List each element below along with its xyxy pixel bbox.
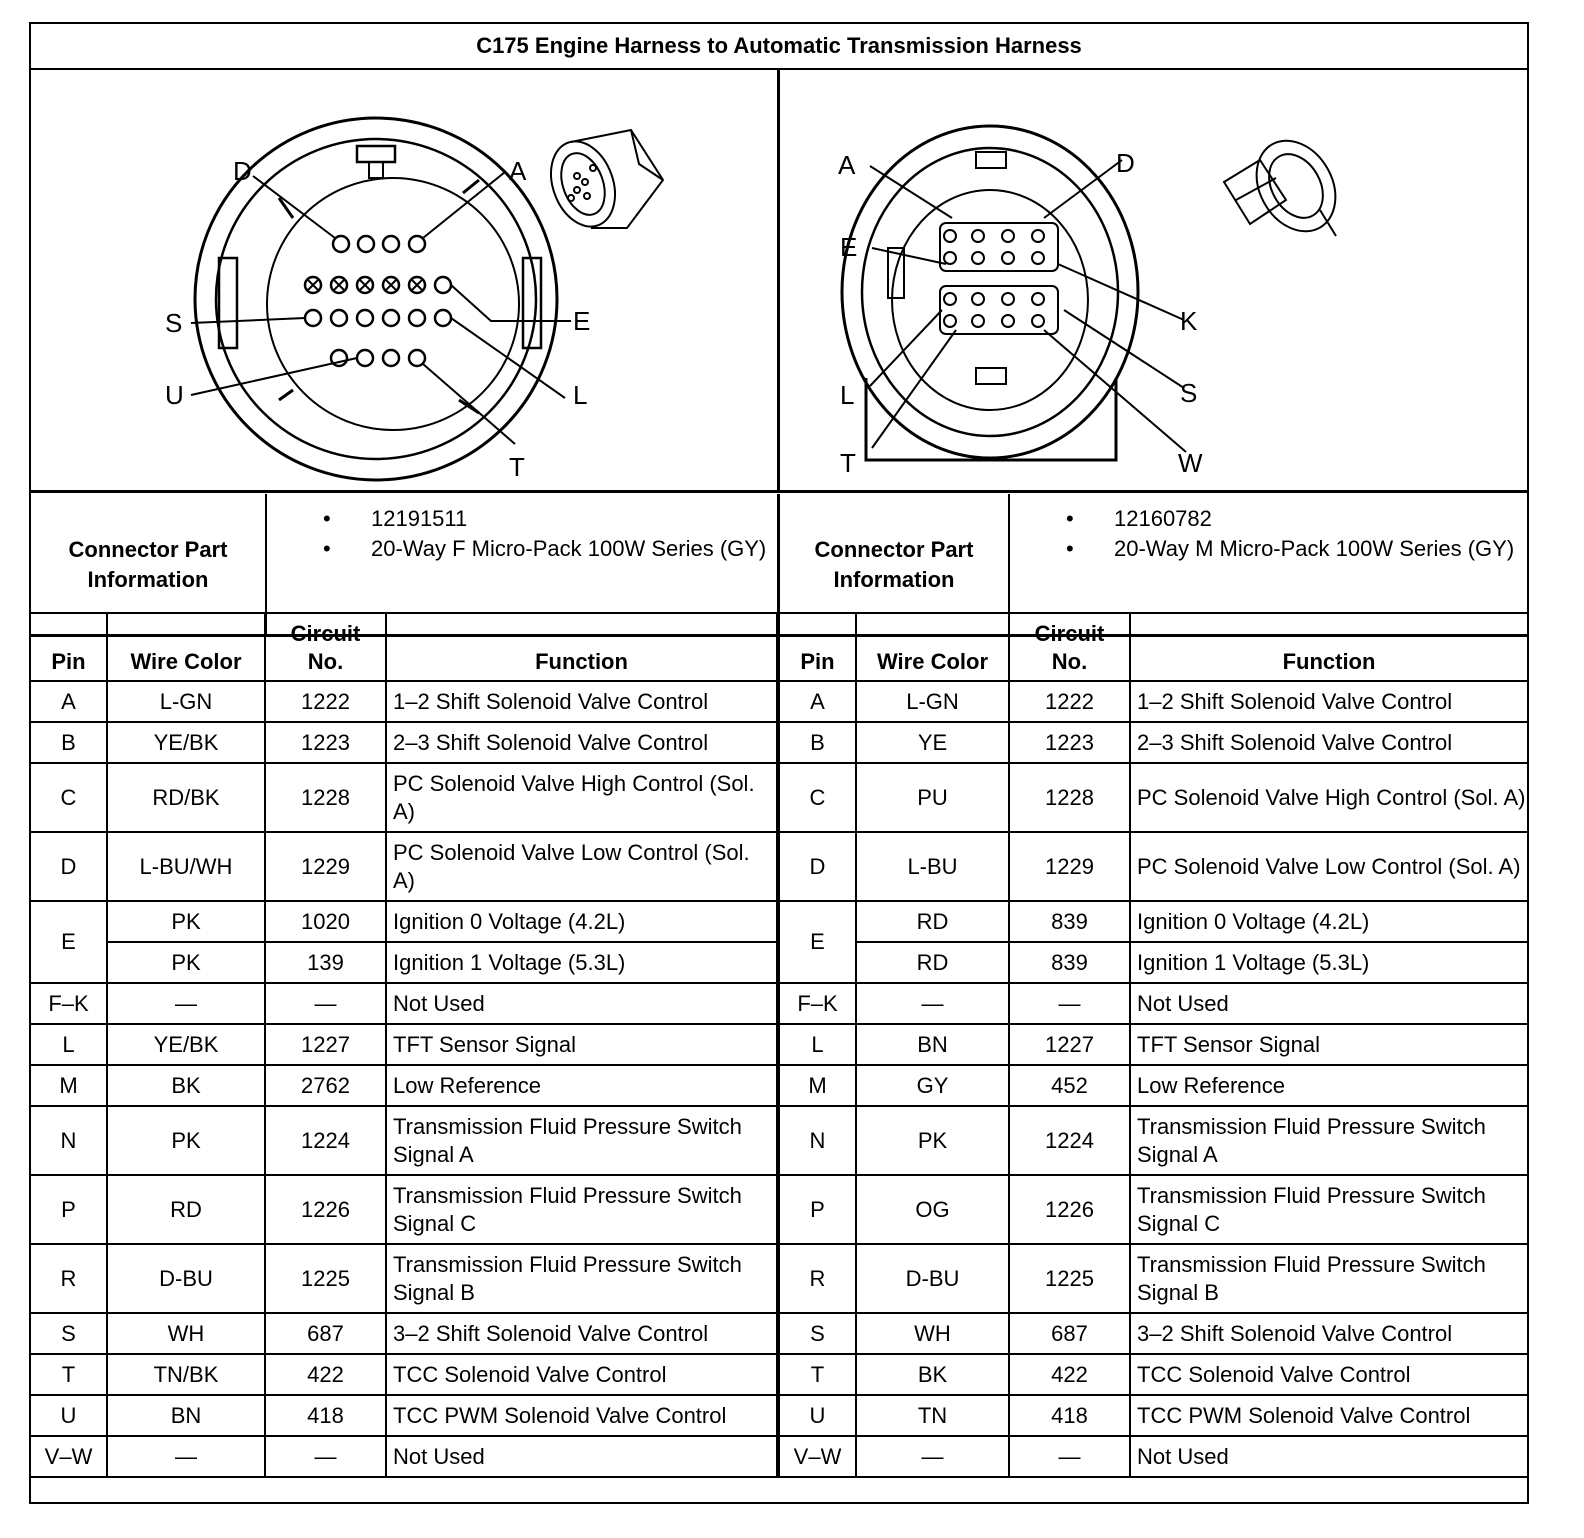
circuit-cell: 422 [265, 1354, 386, 1395]
pin-cell: C [30, 763, 107, 832]
table-row [30, 1244, 777, 1313]
pin-cell: M [779, 1065, 856, 1106]
wire-color-cell: PK [107, 942, 265, 983]
function-cell: PC Solenoid Valve Low Control (Sol. A) [1130, 832, 1528, 901]
function-cell: TCC PWM Solenoid Valve Control [386, 1395, 777, 1436]
table-row [779, 1395, 1528, 1436]
left-label-E: E [573, 306, 591, 336]
right-label-S: S [1180, 378, 1198, 408]
wire-color-cell: TN/BK [107, 1354, 265, 1395]
pin-cell: U [779, 1395, 856, 1436]
pin-cell: L [779, 1024, 856, 1065]
left-label-U: U [165, 380, 184, 410]
wire-color-cell: D-BU [856, 1244, 1009, 1313]
circuit-cell: 422 [1009, 1354, 1130, 1395]
table-row [779, 722, 1528, 763]
circuit-cell: 839 [1009, 942, 1130, 983]
header-function: Function [386, 613, 777, 681]
wire-color-cell: OG [856, 1175, 1009, 1244]
circuit-cell: 1228 [1009, 763, 1130, 832]
wire-color-cell: YE/BK [107, 1024, 265, 1065]
table-row [30, 1065, 777, 1106]
wire-color-cell: BN [856, 1024, 1009, 1065]
left-part-number: • 12191511 [267, 504, 777, 534]
table-row [779, 1354, 1528, 1395]
header-circuit: Circuit No. [265, 613, 386, 681]
circuit-cell: 1222 [1009, 681, 1130, 722]
pin-cell: V–W [30, 1436, 107, 1477]
function-cell: Not Used [386, 1436, 777, 1477]
function-cell: Ignition 1 Voltage (5.3L) [386, 942, 777, 983]
table-row [779, 763, 1528, 832]
function-cell: 3–2 Shift Solenoid Valve Control [1130, 1313, 1528, 1354]
left-label-L: L [573, 380, 588, 410]
function-cell: Transmission Fluid Pressure Switch Signal A [386, 1106, 777, 1175]
pin-cell: P [779, 1175, 856, 1244]
pin-cell: T [779, 1354, 856, 1395]
circuit-cell: — [1009, 983, 1130, 1024]
table-row [779, 983, 1528, 1024]
table-row [30, 1024, 777, 1065]
header-pin: Pin [30, 613, 107, 681]
circuit-cell: 452 [1009, 1065, 1130, 1106]
left-connector-face [31, 68, 777, 492]
circuit-cell: 1229 [1009, 832, 1130, 901]
right-pin-table [778, 612, 1529, 1478]
table-row [30, 1395, 777, 1436]
right-connector-face [780, 68, 1526, 492]
pin-cell: B [779, 722, 856, 763]
wire-color-cell: PU [856, 763, 1009, 832]
right-label-A: A [838, 150, 856, 180]
wire-color-cell: D-BU [107, 1244, 265, 1313]
table-row [779, 942, 1528, 983]
circuit-cell: 1226 [265, 1175, 386, 1244]
left-pin-table [29, 612, 778, 1478]
right-label-E: E [840, 232, 858, 262]
divider [31, 490, 1527, 493]
pin-cell: S [779, 1313, 856, 1354]
pin-cell: P [30, 1175, 107, 1244]
function-cell: PC Solenoid Valve High Control (Sol. A) [386, 763, 777, 832]
wire-color-cell: PK [107, 901, 265, 942]
table-row [30, 763, 777, 832]
pin-cell: L [30, 1024, 107, 1065]
table-row [779, 1244, 1528, 1313]
right-part-description: • 20-Way M Micro-Pack 100W Series (GY) [1010, 534, 1527, 564]
wire-color-cell: RD [856, 901, 1009, 942]
table-row [30, 1354, 777, 1395]
circuit-cell: 687 [1009, 1313, 1130, 1354]
pin-cell: E [30, 901, 107, 983]
pin-cell: D [779, 832, 856, 901]
wire-color-cell: BN [107, 1395, 265, 1436]
wire-color-cell: — [856, 1436, 1009, 1477]
header-pin: Pin [779, 613, 856, 681]
function-cell: Transmission Fluid Pressure Switch Signal B [386, 1244, 777, 1313]
left-pin-rows [30, 681, 777, 1477]
circuit-cell: 1222 [265, 681, 386, 722]
pin-cell: N [30, 1106, 107, 1175]
left-label-S: S [165, 308, 183, 338]
circuit-cell: 839 [1009, 901, 1130, 942]
function-cell: TFT Sensor Signal [1130, 1024, 1528, 1065]
table-row [30, 1436, 777, 1477]
left-connector-3d-icon [540, 130, 663, 236]
function-cell: TFT Sensor Signal [386, 1024, 777, 1065]
circuit-cell: 1223 [1009, 722, 1130, 763]
table-row [779, 1436, 1528, 1477]
circuit-cell: 1224 [1009, 1106, 1130, 1175]
circuit-cell: 418 [265, 1395, 386, 1436]
table-row [779, 1175, 1528, 1244]
function-cell: Ignition 1 Voltage (5.3L) [1130, 942, 1528, 983]
circuit-cell: 1229 [265, 832, 386, 901]
circuit-cell: 687 [265, 1313, 386, 1354]
right-connector-3d-icon [1224, 126, 1351, 245]
pin-cell: R [779, 1244, 856, 1313]
right-pin-rows [779, 681, 1528, 1477]
table-row [779, 901, 1528, 942]
left-connector-diagram [31, 68, 780, 492]
pin-cell: M [30, 1065, 107, 1106]
pin-cell: D [30, 832, 107, 901]
pin-cell: S [30, 1313, 107, 1354]
function-cell: TCC PWM Solenoid Valve Control [1130, 1395, 1528, 1436]
pin-cell: R [30, 1244, 107, 1313]
function-cell: Not Used [386, 983, 777, 1024]
left-label-D: D [233, 156, 252, 186]
table-row [779, 832, 1528, 901]
wire-color-cell: — [856, 983, 1009, 1024]
header-wire-color: Wire Color [856, 613, 1009, 681]
table-row [779, 1106, 1528, 1175]
header-circuit: Circuit No. [1009, 613, 1130, 681]
table-row [30, 832, 777, 901]
right-label-W: W [1178, 448, 1203, 478]
wire-color-cell: YE/BK [107, 722, 265, 763]
pin-cell: B [30, 722, 107, 763]
wire-color-cell: — [107, 983, 265, 1024]
function-cell: TCC Solenoid Valve Control [386, 1354, 777, 1395]
function-cell: 2–3 Shift Solenoid Valve Control [1130, 722, 1528, 763]
circuit-cell: 1020 [265, 901, 386, 942]
wire-color-cell: — [107, 1436, 265, 1477]
wire-color-cell: WH [107, 1313, 265, 1354]
function-cell: Low Reference [386, 1065, 777, 1106]
function-cell: TCC Solenoid Valve Control [1130, 1354, 1528, 1395]
function-cell: Transmission Fluid Pressure Switch Signal B [1130, 1244, 1528, 1313]
right-label-T: T [840, 448, 856, 478]
circuit-cell: 1225 [1009, 1244, 1130, 1313]
page-title: C175 Engine Harness to Automatic Transmission Harness [31, 24, 1527, 70]
table-row [30, 681, 777, 722]
right-label-D: D [1116, 148, 1135, 178]
circuit-cell: 1225 [265, 1244, 386, 1313]
pin-cell: C [779, 763, 856, 832]
right-part-number: • 12160782 [1010, 504, 1527, 534]
table-row [30, 722, 777, 763]
function-cell: Ignition 0 Voltage (4.2L) [386, 901, 777, 942]
circuit-cell: 1227 [265, 1024, 386, 1065]
pin-cell: F–K [779, 983, 856, 1024]
table-row [30, 983, 777, 1024]
function-cell: Transmission Fluid Pressure Switch Signal A [1130, 1106, 1528, 1175]
table-row [30, 1175, 777, 1244]
wire-color-cell: WH [856, 1313, 1009, 1354]
circuit-cell: 2762 [265, 1065, 386, 1106]
wire-color-cell: BK [856, 1354, 1009, 1395]
circuit-cell: — [265, 983, 386, 1024]
function-cell: Transmission Fluid Pressure Switch Signal C [386, 1175, 777, 1244]
wire-color-cell: L-BU/WH [107, 832, 265, 901]
circuit-cell: 1227 [1009, 1024, 1130, 1065]
circuit-cell: 1228 [265, 763, 386, 832]
function-cell: Not Used [1130, 1436, 1528, 1477]
wire-color-cell: GY [856, 1065, 1009, 1106]
right-info-label: Connector Part Information [780, 494, 1010, 636]
wire-color-cell: L-BU [856, 832, 1009, 901]
circuit-cell: 418 [1009, 1395, 1130, 1436]
wire-color-cell: YE [856, 722, 1009, 763]
wire-color-cell: RD/BK [107, 763, 265, 832]
table-row [30, 1106, 777, 1175]
header-function: Function [1130, 613, 1528, 681]
function-cell: 1–2 Shift Solenoid Valve Control [1130, 681, 1528, 722]
function-cell: PC Solenoid Valve Low Control (Sol. A) [386, 832, 777, 901]
pin-cell: F–K [30, 983, 107, 1024]
table-row [779, 1313, 1528, 1354]
right-label-L: L [840, 380, 855, 410]
function-cell: 3–2 Shift Solenoid Valve Control [386, 1313, 777, 1354]
circuit-cell: 1224 [265, 1106, 386, 1175]
function-cell: Low Reference [1130, 1065, 1528, 1106]
table-row [30, 1313, 777, 1354]
wire-color-cell: PK [107, 1106, 265, 1175]
left-info-label: Connector Part Information [31, 494, 267, 636]
circuit-cell: — [1009, 1436, 1130, 1477]
function-cell: Ignition 0 Voltage (4.2L) [1130, 901, 1528, 942]
left-label-T: T [509, 452, 525, 482]
table-row [30, 942, 777, 983]
function-cell: 1–2 Shift Solenoid Valve Control [386, 681, 777, 722]
pin-cell: V–W [779, 1436, 856, 1477]
function-cell: Not Used [1130, 983, 1528, 1024]
wire-color-cell: L-GN [107, 681, 265, 722]
function-cell: Transmission Fluid Pressure Switch Signal C [1130, 1175, 1528, 1244]
left-part-description: • 20-Way F Micro-Pack 100W Series (GY) [267, 534, 777, 564]
circuit-cell: 1223 [265, 722, 386, 763]
right-connector-diagram [780, 68, 1527, 492]
left-label-A: A [509, 156, 527, 186]
header-wire-color: Wire Color [107, 613, 265, 681]
function-cell: PC Solenoid Valve High Control (Sol. A) [1130, 763, 1528, 832]
pin-cell: A [30, 681, 107, 722]
pin-cell: N [779, 1106, 856, 1175]
table-row [779, 1065, 1528, 1106]
table-row [779, 681, 1528, 722]
right-label-K: K [1180, 306, 1198, 336]
table-row [779, 1024, 1528, 1065]
pin-cell: T [30, 1354, 107, 1395]
table-row [30, 901, 777, 942]
wire-color-cell: L-GN [856, 681, 1009, 722]
wire-color-cell: RD [856, 942, 1009, 983]
circuit-cell: — [265, 1436, 386, 1477]
pin-cell: U [30, 1395, 107, 1436]
circuit-cell: 1226 [1009, 1175, 1130, 1244]
wire-color-cell: BK [107, 1065, 265, 1106]
pin-cell: A [779, 681, 856, 722]
wire-color-cell: TN [856, 1395, 1009, 1436]
pin-cell: E [779, 901, 856, 983]
function-cell: 2–3 Shift Solenoid Valve Control [386, 722, 777, 763]
wire-color-cell: RD [107, 1175, 265, 1244]
wire-color-cell: PK [856, 1106, 1009, 1175]
circuit-cell: 139 [265, 942, 386, 983]
